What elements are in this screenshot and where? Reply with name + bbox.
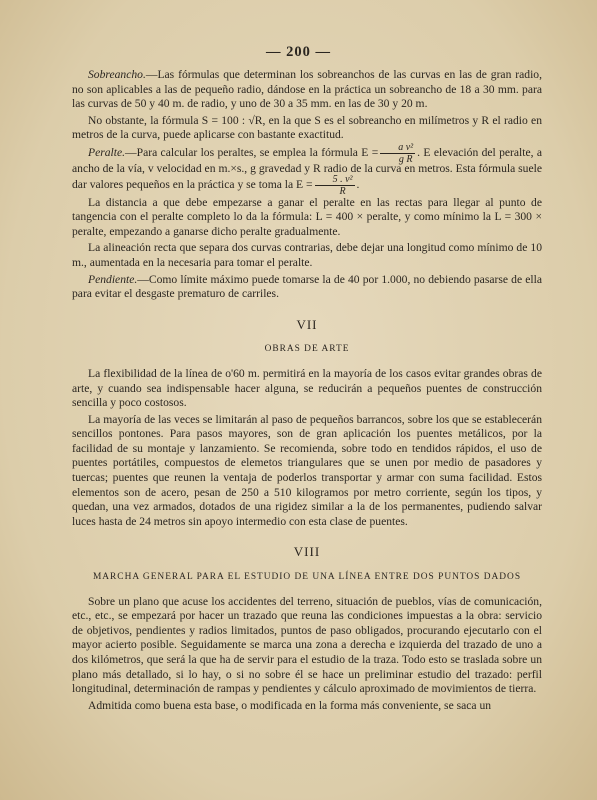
paragraph-pendiente bbox=[72, 273, 542, 302]
formula-fraction-peralte-practica bbox=[315, 174, 355, 197]
page-body bbox=[72, 68, 542, 715]
term-peralte: Peralte. bbox=[88, 146, 126, 160]
section-numeral-vii: VII bbox=[296, 316, 318, 332]
fraction-denominator: R bbox=[339, 185, 346, 197]
fraction-numerator: 5 . v² bbox=[315, 174, 355, 186]
section-numeral-viii: VIII bbox=[293, 544, 321, 560]
paragraph-peralte bbox=[72, 141, 542, 197]
paragraph-text: —Como límite máximo puede tomarse la de 40 por 1.000, no debiendo pasarse de ella para evitar el desgaste prematuro de carriles. bbox=[72, 272, 542, 301]
paragraph-puentes: La mayoría de las veces se limitarán al paso de pequeños barrancos, sobre los que se establecerán sencillos pontones. Para pasos mayores, son de gran aplicación los puentes metálicos, por la facilidad de su montaje y lanzamiento. Se recomienda, sobre todo en tendidos rápidos, el uso de puentes portátiles, compuestos de elemetos triangulares que se unen por medio de pasadores y tuercas; puentes que reunen la ventaja de poderlos transportar y armar con suma facilidad. Estos elementos son de acero, pesan de 250 a 510 kilogramos por metro corriente, según los tipos, y quedan, una vez armados, dotados de una rigidez similar a la de los permanentes, pudiendo salvar luces hasta de 24 metros sin apoyo intermedio con esta clase de puentes. bbox=[72, 412, 542, 528]
page-number: — 200 — bbox=[266, 44, 331, 60]
paragraph-flexibilidad: La flexibilidad de la línea de o'60 m. permitirá en la mayoría de los casos evitar grandes obras de arte, y cuando sea indispensable hacer alguna, se reducirán a pequeños puentes de construcción sencilla y poco costosos. bbox=[72, 366, 542, 410]
section-title-marcha-general: MARCHA GENERAL PARA EL ESTUDIO DE UNA LÍNEA ENTRE DOS PUNTOS DADOS bbox=[92, 572, 522, 583]
fraction-numerator: a v² bbox=[380, 142, 415, 154]
paragraph-text: . E elevación del peralte, a ancho de la vía, v velocidad en m.×s., g gravedad y R radio de la curva en metros. Esta fórmula suele dar valores pequeños en la práctica y se toma la E = bbox=[72, 146, 542, 191]
paragraph-text: . bbox=[356, 177, 360, 191]
term-sobreancho: Sobreancho. bbox=[88, 68, 146, 81]
paragraph-text: —Para calcular los peraltes, se emplea la fórmula E = bbox=[125, 146, 379, 160]
paragraph-formula-sobreancho: No obstante, la fórmula S = 100 : √R, en la que S es el sobreancho en milímetros y R el radio en metros de la curva, puede aplicarse con bastante exactitud. bbox=[72, 113, 542, 142]
paragraph-text: —Las fórmulas que determinan los sobreanchos de las curvas en las de gran radio, no son aplicables a las de pequeño radio, dándose en la práctica un sobreancho de 18 a 30 mm. para las curvas de 50 y 40 m. de radio, y uno de 30 a 35 mm. en las de 30 y 20 m. bbox=[72, 68, 542, 111]
paragraph-distancia-peralte: La distancia a que debe empezarse a ganar el peralte en las rectas para llegar al punto de tangencia con el peralte completo lo da la fórmula: L = 400 × peralte, y como mínimo la L = 300 × peralte, empezando a ganarse dicho peralte gradualmente. bbox=[72, 195, 542, 238]
fraction-denominator: g R bbox=[398, 153, 413, 165]
paragraph-alineacion-recta: La alineación recta que separa dos curvas contrarias, debe dejar una longitud como mínimo de 10 m., aumentada en la necesaria para tomar el peralte. bbox=[72, 241, 542, 269]
term-pendiente: Pendiente. bbox=[88, 272, 138, 286]
paragraph-sobreancho bbox=[72, 68, 542, 112]
section-title-obras-de-arte: OBRAS DE ARTE bbox=[264, 344, 350, 355]
paragraph-trazado: Sobre un plano que acuse los accidentes del terreno, situación de pueblos, vías de comunicación, etc., etc., se empezará por hacer un trazado que reuna las condiciones impuestas a la obra: servicio de objetivos, pendientes y radios limitados, puntos de paso obligados, procurando ejecutarlo con el mayor acierto posible. Seguidamente se marca una zona a derecha e izquierda del trazado de uno a dos kilómetros, que será la que ha de servir para el estudio de la traza. Todo esto se traslada sobre un plano más detallado, si lo hay, o si no sobre él se hace un preliminar estudio del trazado: perfil longitudinal, determinación de rampas y pendientes y cálculo aproximado de movimientos de tierra. bbox=[72, 594, 542, 696]
paragraph-admitida: Admitida como buena esta base, o modificada en la forma más conveniente, se saca un bbox=[88, 698, 492, 712]
